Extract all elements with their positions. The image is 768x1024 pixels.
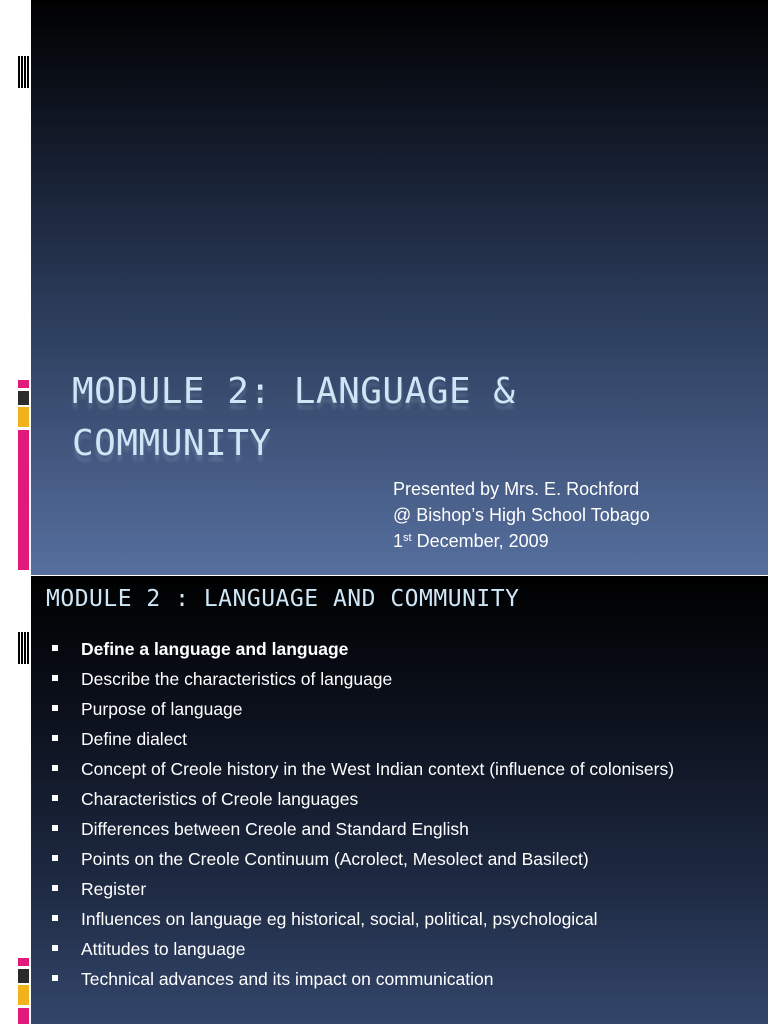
slide-title <box>72 366 752 470</box>
list-item: Attitudes to language <box>48 937 688 961</box>
slide-edge-strip <box>0 0 31 575</box>
list-item: Define a language and language <box>48 637 688 661</box>
list-item: Differences between Creole and Standard English <box>48 817 688 841</box>
date-day: 1 <box>393 531 404 551</box>
list-item: Describe the characteristics of language <box>48 667 688 691</box>
content-heading: MODULE 2 : LANGUAGE AND COMMUNITY <box>46 586 520 612</box>
list-item: Technical advances and its impact on communication <box>48 967 688 991</box>
title-line-1: MODULE 2: LANGUAGE & <box>72 371 516 412</box>
school-name: @ Bishop’s High School Tobago <box>393 505 650 525</box>
edge-color-bar <box>18 958 29 1024</box>
list-item: Register <box>48 877 688 901</box>
title-line-2: COMMUNITY <box>72 423 272 464</box>
slide-edge-strip <box>0 576 31 1024</box>
list-item: Points on the Creole Continuum (Acrolect, Mesolect and Basilect) <box>48 847 688 871</box>
list-item: Purpose of language <box>48 697 688 721</box>
list-item: Define dialect <box>48 727 688 751</box>
presenter-name: Presented by Mrs. E. Rochford <box>393 479 640 499</box>
presentation-date <box>393 528 650 554</box>
list-item: Concept of Creole history in the West Indian context (influence of colonisers) <box>48 757 688 781</box>
edge-mark-top <box>18 56 29 88</box>
presenter-info <box>393 476 650 554</box>
date-rest: December, 2009 <box>411 531 549 551</box>
edge-mark-top <box>18 632 29 664</box>
list-item: Influences on language eg historical, social, political, psychological <box>48 907 688 931</box>
date-suffix: st <box>403 532 412 544</box>
topic-list <box>48 637 688 997</box>
list-item: Characteristics of Creole languages <box>48 787 688 811</box>
edge-color-bar <box>18 380 29 570</box>
